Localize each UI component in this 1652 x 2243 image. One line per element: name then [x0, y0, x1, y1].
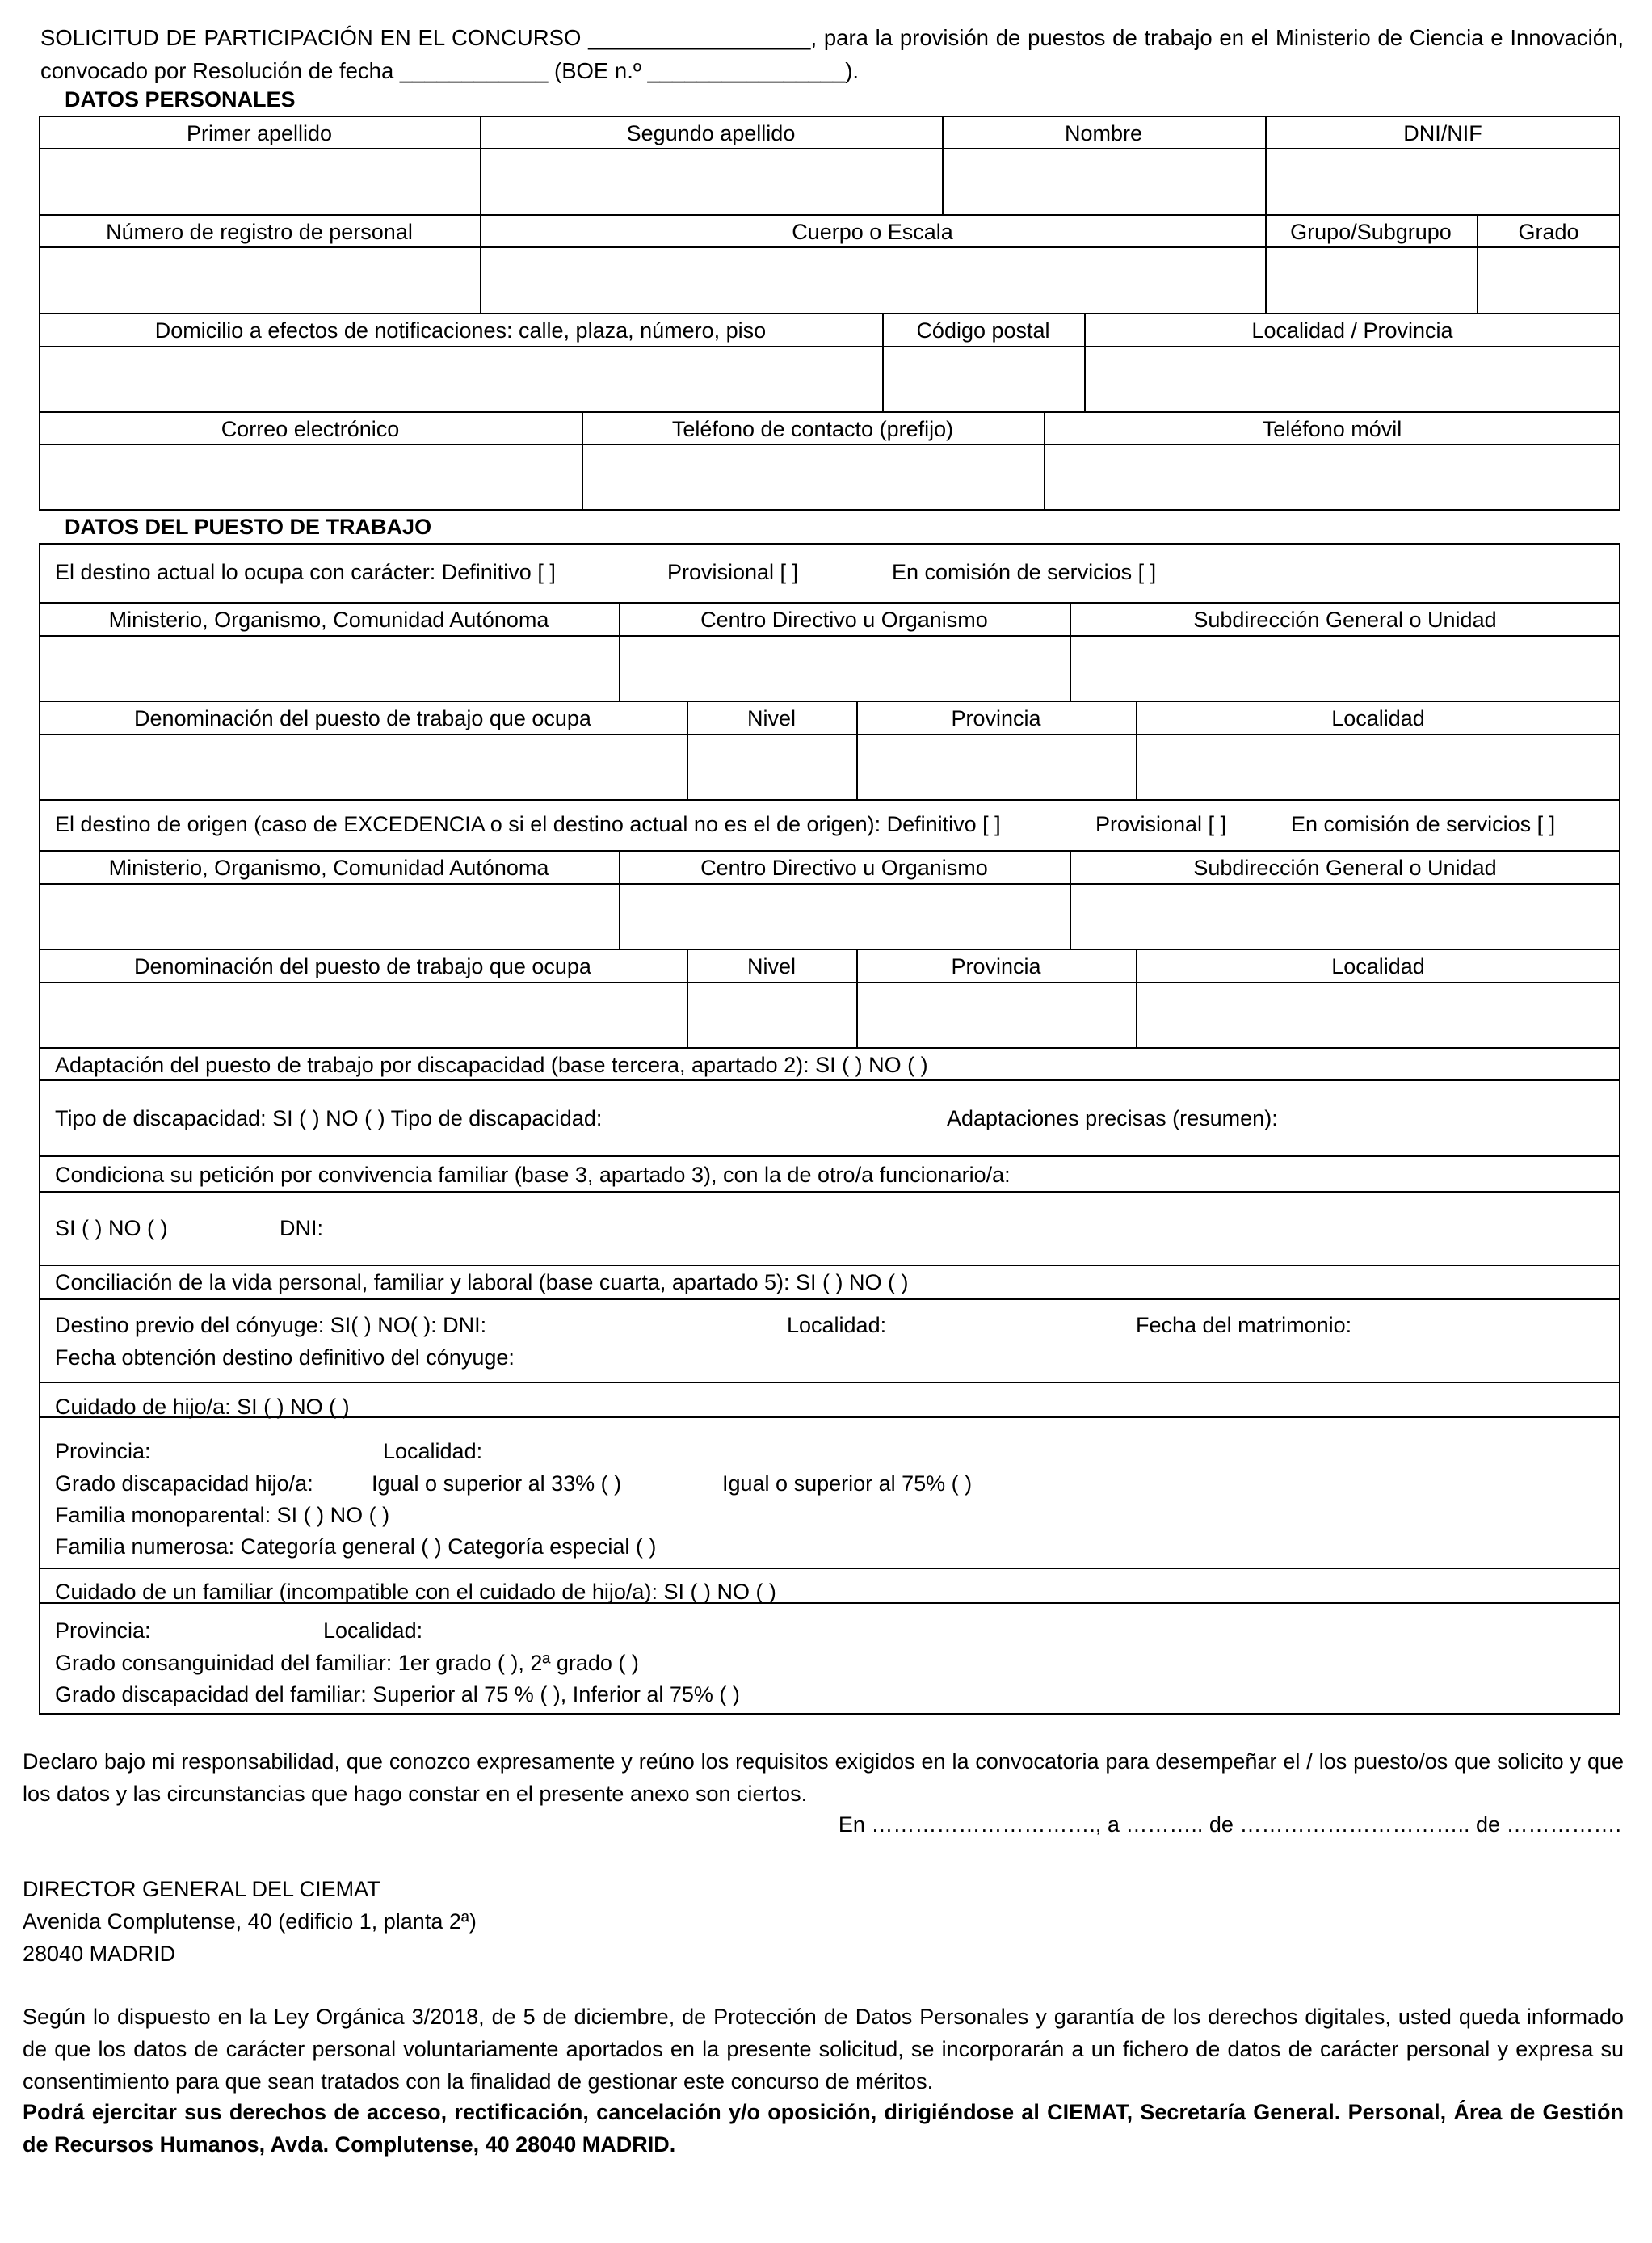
child-grade-75: Igual o superior al 75% ( ) — [722, 1471, 973, 1496]
single-parent-family: Familia monoparental: SI ( ) NO ( ) — [55, 1503, 390, 1527]
relative-disability-grade: Grado discapacidad del familiar: Superior al 75 % ( ), Inferior al 75% ( ) — [55, 1682, 740, 1706]
origin-header-locality: Localidad — [1331, 954, 1425, 978]
privacy-paragraph: Según lo dispuesto en la Ley Orgánica 3/2018, de 5 de diciembre, de Protección de Datos Personales y garantía de los derechos digitales, usted queda informado de que los datos de carácter personal voluntariamente aportados en la presente solicitud, se incorporarán a un fichero de datos de carácter personal y expresa su consentimiento para que sean tratados con la finalidad de gestionar este concurso de méritos. — [23, 2005, 1624, 2094]
personal-data-title: DATOS PERSONALES — [65, 87, 296, 112]
header-postal-code: Código postal — [916, 318, 1050, 343]
child-province: Provincia: — [55, 1439, 151, 1463]
large-family: Familia numerosa: Categoría general ( ) Categoría especial ( ) — [55, 1534, 657, 1559]
header-ministry: Ministerio, Organismo, Comunidad Autónoma — [108, 608, 549, 632]
header-locality-province: Localidad / Provincia — [1251, 318, 1453, 343]
header-province: Provincia — [951, 706, 1041, 730]
spouse-marriage-date: Fecha del matrimonio: — [1136, 1313, 1352, 1337]
origin-header-level: Nivel — [746, 954, 796, 978]
header-name: Nombre — [1064, 121, 1143, 145]
recipient-line-1: DIRECTOR GENERAL DEL CIEMAT — [23, 1877, 380, 1901]
disability-adaptations-summary: Adaptaciones precisas (resumen): — [947, 1106, 1278, 1130]
current-destination-definitive: El destino actual lo ocupa con carácter: Definitivo [ ] — [55, 560, 556, 584]
origin-header-directorate: Centro Directivo u Organismo — [700, 856, 988, 880]
origin-header-province: Provincia — [951, 954, 1041, 978]
spouse-definitive-date: Fecha obtención destino definitivo del cónyuge: — [55, 1345, 515, 1370]
relative-care: Cuidado de un familiar (incompatible con el cuidado de hijo/a): SI ( ) NO ( ) — [55, 1580, 776, 1604]
header-locality: Localidad — [1331, 706, 1425, 730]
relative-consanguinity: Grado consanguinidad del familiar: 1er grado ( ), 2ª grado ( ) — [55, 1651, 639, 1675]
work-life-conciliation: Conciliación de la vida personal, familiar y laboral (base cuarta, apartado 5): SI ( ) NO ( ) — [55, 1270, 909, 1294]
intro-paragraph: SOLICITUD DE PARTICIPACIÓN EN EL CONCURSO __________________, para la provisión de puestos de trabajo en el Ministerio de Ciencia e Innovación, convocado por Resolución de fecha ____________ (BOE n.º ________________). — [40, 25, 1624, 83]
rights-paragraph: Podrá ejercitar sus derechos de acceso, rectificación, cancelación y/o oposición, dirigiéndose al CIEMAT, Secretaría General. Personal, Área de Gestión de Recursos Humanos, Avda. Complutense, 40 28040 MADRID. — [23, 2100, 1624, 2157]
child-care: Cuidado de hijo/a: SI ( ) NO ( ) — [55, 1395, 350, 1419]
header-corps: Cuerpo o Escala — [792, 220, 953, 244]
header-registry-number: Número de registro de personal — [106, 220, 413, 244]
declaration-paragraph: Declaro bajo mi responsabilidad, que conozco expresamente y reúno los requisitos exigidos en la convocatoria para desempeñar el / los puesto/os que solicito y que los datos y las circunstancias que hago constar en el presente anexo son ciertos. — [23, 1749, 1624, 1806]
header-address: Domicilio a efectos de notificaciones: calle, plaza, número, piso — [154, 318, 767, 343]
place-date-line: En …………………………., a ……….. de ………………………….. de ……………. — [838, 1812, 1621, 1837]
header-directorate: Centro Directivo u Organismo — [700, 608, 988, 632]
recipient-line-3: 28040 MADRID — [23, 1942, 176, 1966]
relative-province: Provincia: — [55, 1618, 151, 1643]
child-locality: Localidad: — [383, 1439, 483, 1463]
origin-header-post-name: Denominación del puesto de trabajo que ocupa — [134, 954, 591, 978]
origin-header-subdirectorate: Subdirección General o Unidad — [1193, 856, 1497, 880]
family-cohabitation-answer: SI ( ) NO ( ) — [55, 1216, 168, 1240]
header-contact-phone: Teléfono de contacto (prefijo) — [671, 417, 954, 441]
spouse-locality: Localidad: — [787, 1313, 887, 1337]
relative-locality: Localidad: — [323, 1618, 423, 1643]
header-level: Nivel — [746, 706, 796, 730]
header-dni: DNI/NIF — [1403, 121, 1482, 145]
child-disability-grade: Grado discapacidad hijo/a: — [55, 1471, 313, 1496]
origin-destination-provisional: Provisional [ ] — [1095, 812, 1227, 836]
header-second-surname: Segundo apellido — [626, 121, 796, 145]
disability-adaptation: Adaptación del puesto de trabajo por discapacidad (base tercera, apartado 2): SI ( ) NO ( ) — [55, 1053, 928, 1077]
spouse-previous-destination: Destino previo del cónyuge: SI( ) NO( ): DNI: — [55, 1313, 487, 1337]
current-destination-provisional: Provisional [ ] — [667, 560, 799, 584]
family-cohabitation: Condiciona su petición por convivencia familiar (base 3, apartado 3), con la de otro/a funcionario/a: — [55, 1163, 1011, 1187]
disability-type: Tipo de discapacidad: SI ( ) NO ( ) Tipo de discapacidad: — [55, 1106, 603, 1130]
header-mobile-phone: Teléfono móvil — [1262, 417, 1402, 441]
current-destination-commission: En comisión de servicios [ ] — [892, 560, 1157, 584]
header-subdirectorate: Subdirección General o Unidad — [1193, 608, 1497, 632]
origin-destination-commission: En comisión de servicios [ ] — [1291, 812, 1556, 836]
origin-header-ministry: Ministerio, Organismo, Comunidad Autónoma — [108, 856, 549, 880]
job-data-title: DATOS DEL PUESTO DE TRABAJO — [65, 515, 432, 539]
origin-destination-definitive: El destino de origen (caso de EXCEDENCIA o si el destino actual no es el de origen): Definitivo [ ] — [55, 812, 1001, 836]
header-first-surname: Primer apellido — [186, 121, 333, 145]
header-post-name: Denominación del puesto de trabajo que ocupa — [134, 706, 591, 730]
header-group: Grupo/Subgrupo — [1290, 220, 1452, 244]
recipient-line-2: Avenida Complutense, 40 (edificio 1, planta 2ª) — [23, 1909, 477, 1934]
header-email: Correo electrónico — [221, 417, 400, 441]
family-cohabitation-dni: DNI: — [280, 1216, 323, 1240]
child-grade-33: Igual o superior al 33% ( ) — [372, 1471, 622, 1496]
header-grade: Grado — [1518, 220, 1579, 244]
